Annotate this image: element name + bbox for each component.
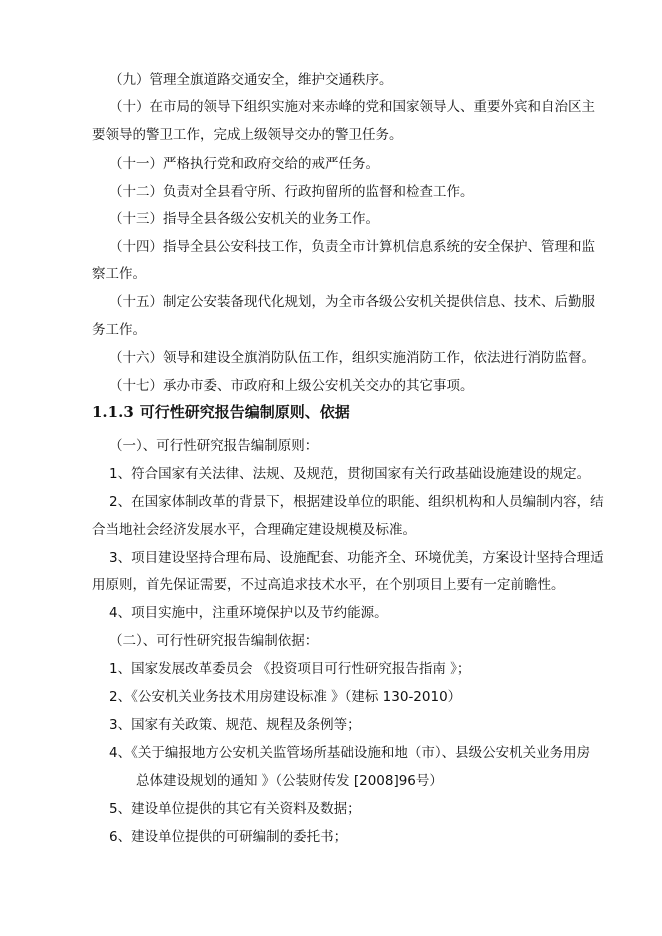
duty-line-9: （九）管理全旗道路交通安全，维护交通秩序。	[109, 72, 393, 88]
duty-line-14-cont: 察工作。	[92, 266, 146, 282]
section-number: 1.1.3	[92, 403, 134, 421]
duty-line-15-cont: 务工作。	[92, 322, 146, 338]
basis-item-3: 3、国家有关政策、规范、规程及条例等；	[109, 717, 361, 733]
principle-item-2-cont: 合当地社会经济发展水平，合理确定建设规模及标准。	[92, 522, 416, 538]
duty-line-11: （十一）严格执行党和政府交给的戒严任务。	[109, 156, 379, 172]
basis-item-4-cont: 总体建设规划的通知 》（公装财传发 [2008]96号）	[136, 773, 443, 789]
section-title: 可行性研究报告编制原则、依据	[139, 403, 350, 421]
principles-title: （一）、可行性研究报告编制原则：	[109, 438, 319, 454]
duty-line-10-cont: 要领导的警卫工作，完成上级领导交办的警卫任务。	[92, 127, 403, 143]
basis-item-5: 5、建设单位提供的其它有关资料及数据；	[109, 801, 361, 817]
duty-line-13: （十三）指导全县各级公安机关的业务工作。	[109, 211, 379, 227]
section-heading	[92, 401, 350, 423]
duty-line-12: （十二）负责对全县看守所、行政拘留所的监督和检查工作。	[109, 184, 474, 200]
duty-line-14: （十四）指导全县公安科技工作，负责全市计算机信息系统的安全保护、管理和监	[109, 239, 595, 255]
principle-item-3-cont: 用原则，首先保证需要，不过高追求技术水平，在个别项目上要有一定前瞻性。	[92, 577, 565, 593]
principle-item-4: 4、项目实施中，注重环境保护以及节约能源。	[109, 605, 388, 621]
basis-item-4: 4、《关于编报地方公安机关监管场所基础设施和地（市）、县级公安机关业务用房	[109, 745, 591, 761]
duty-line-15: （十五）制定公安装备现代化规划，为全市各级公安机关提供信息、技术、后勤服	[109, 294, 595, 310]
basis-item-1: 1、国家发展改革委员会 《投资项目可行性研究报告指南 》；	[109, 661, 471, 677]
basis-item-2: 2、《公安机关业务技术用房建设标准 》（建标 130-2010）	[109, 689, 462, 705]
principle-item-1: 1、符合国家有关法律、法规、及规范，贯彻国家有关行政基础设施建设的规定。	[109, 466, 591, 482]
duty-line-17: （十七）承办市委、市政府和上级公安机关交办的其它事项。	[109, 378, 474, 394]
basis-title: （二）、可行性研究报告编制依据：	[109, 633, 319, 649]
basis-item-6: 6、建设单位提供的可研编制的委托书；	[109, 829, 348, 845]
principle-item-2: 2、在国家体制改革的背景下，根据建设单位的职能、组织机构和人员编制内容，结	[109, 494, 604, 510]
duty-line-16: （十六）领导和建设全旗消防队伍工作，组织实施消防工作，依法进行消防监督。	[109, 350, 595, 366]
principle-item-3: 3、项目建设坚持合理布局、设施配套、功能齐全、环境优美，方案设计坚持合理适	[109, 550, 604, 566]
duty-line-10: （十）在市局的领导下组织实施对来赤峰的党和国家领导人、重要外宾和自治区主	[109, 99, 595, 115]
